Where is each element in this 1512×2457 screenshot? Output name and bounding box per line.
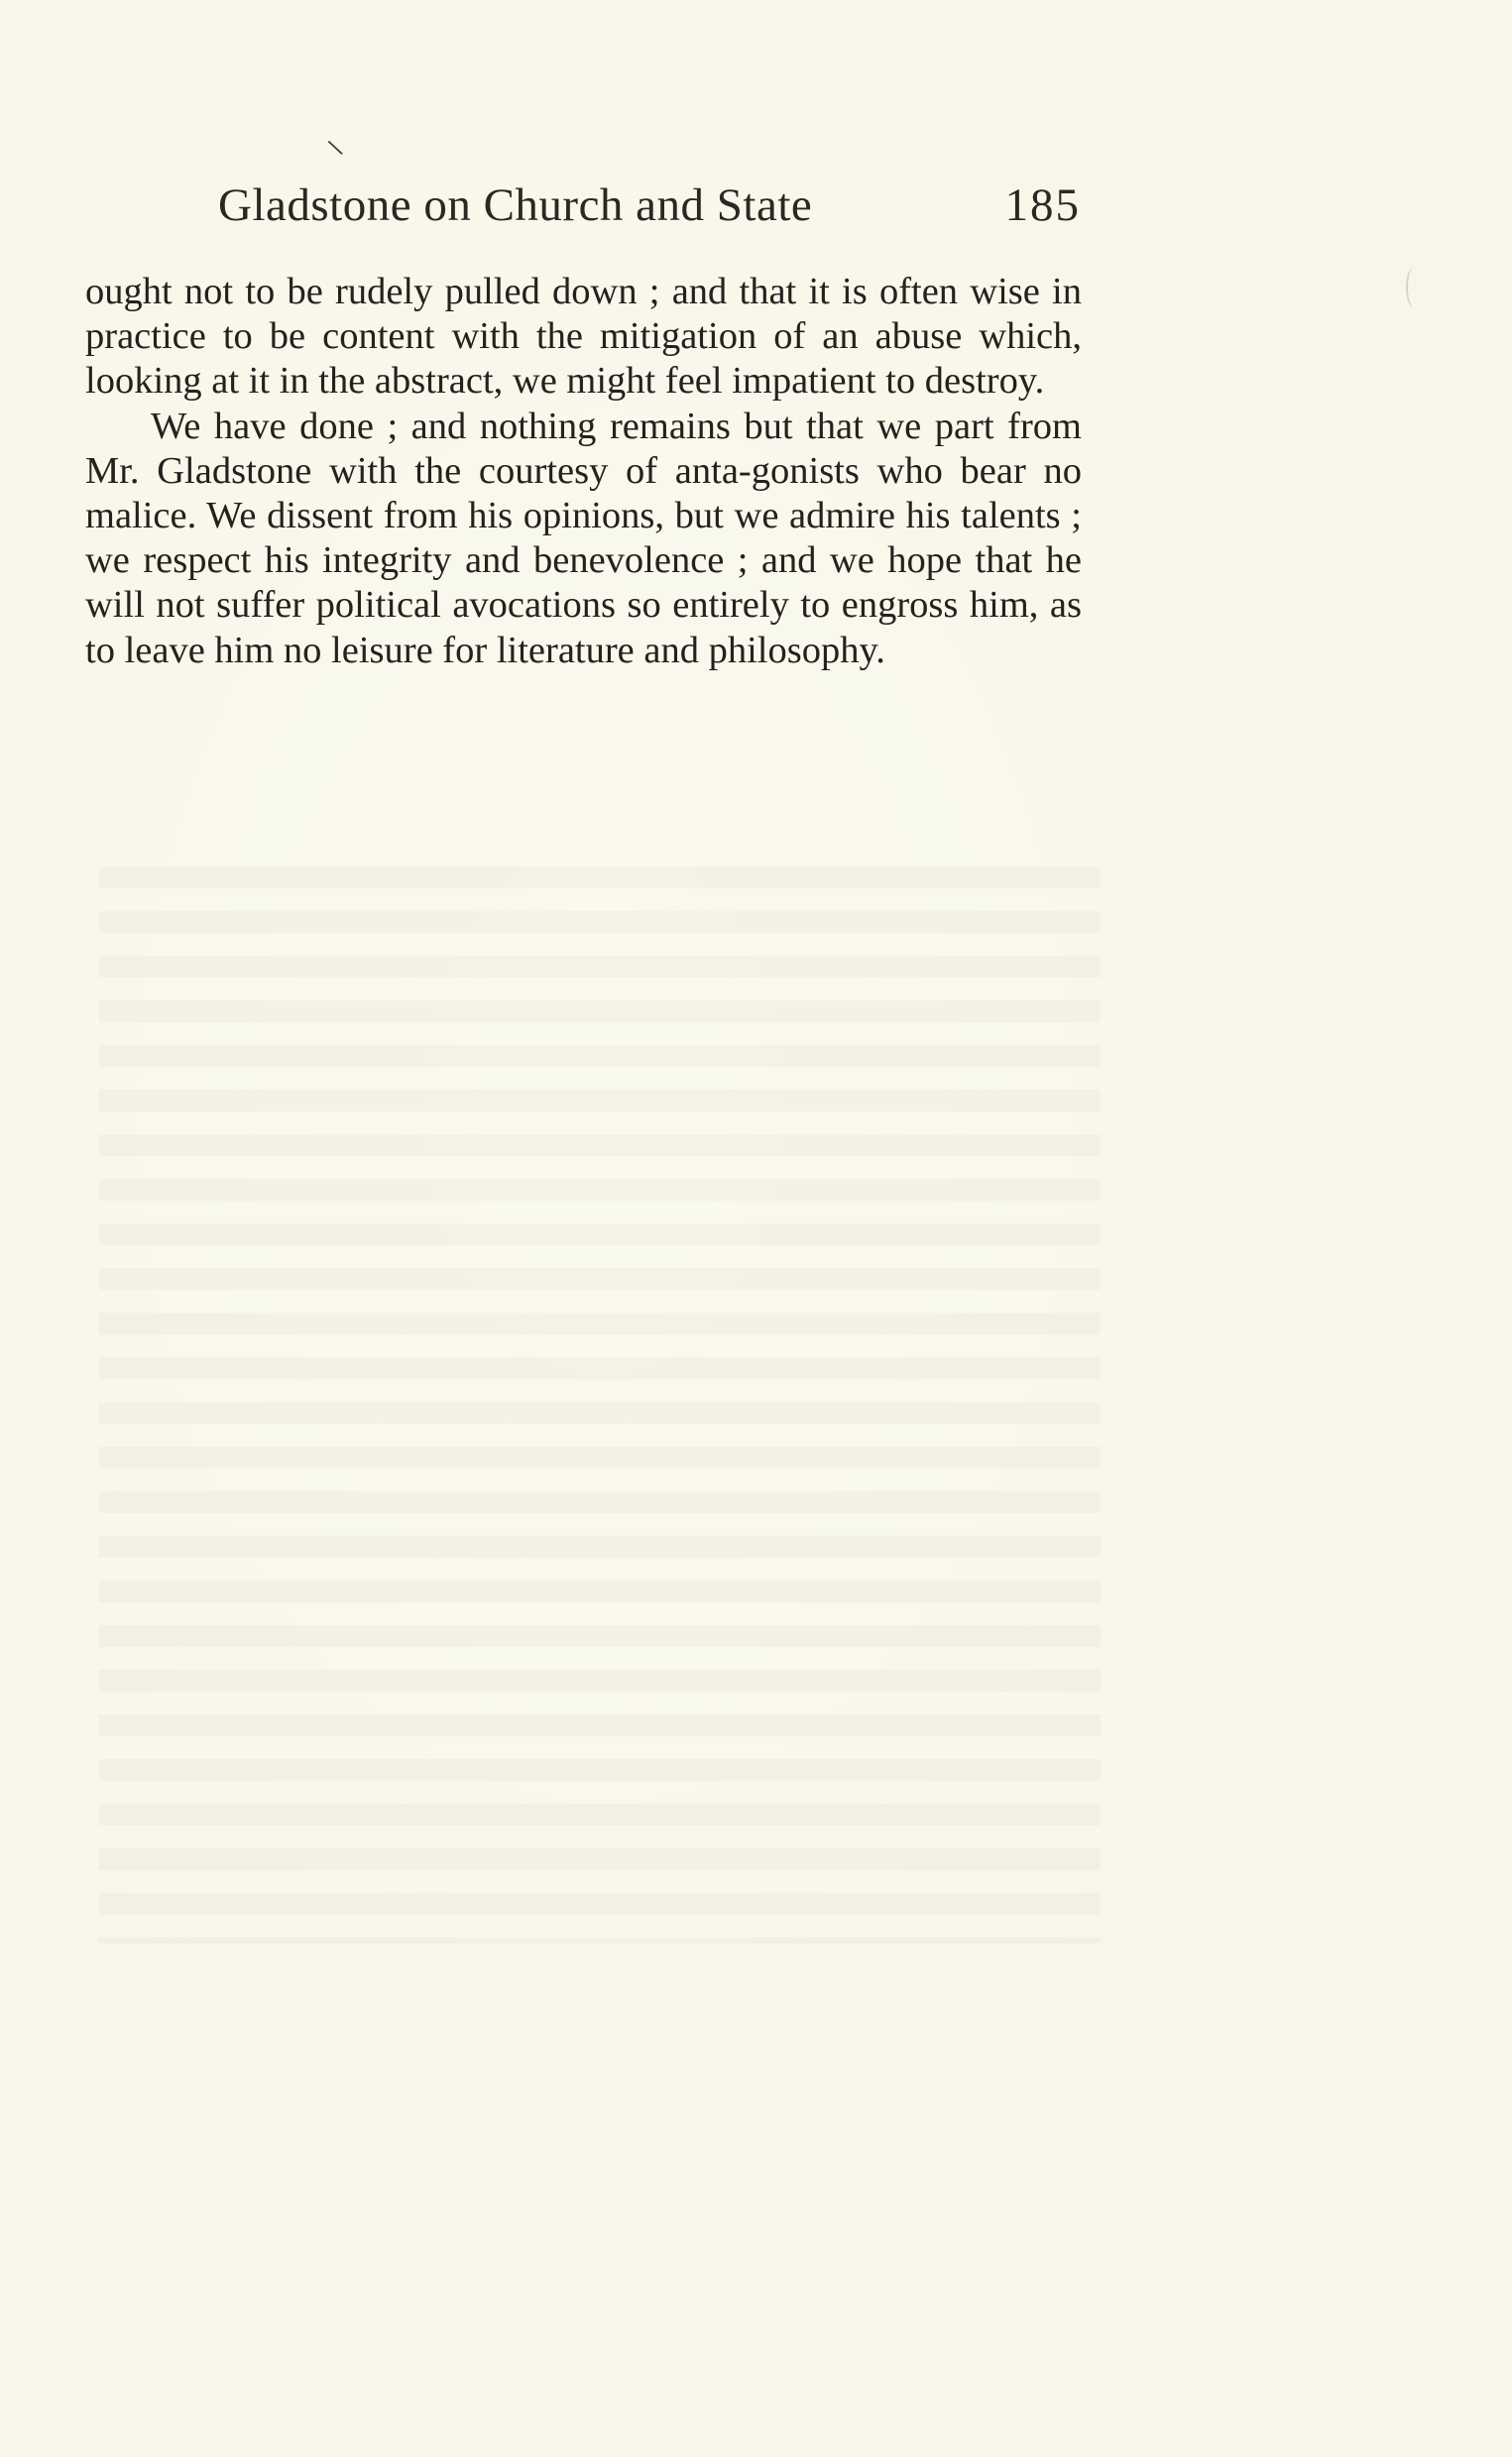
- stray-ink-mark: ∖: [322, 135, 348, 164]
- page-number: 185: [1004, 179, 1081, 231]
- paragraph-closing: We have done ; and nothing remains but that we part from Mr. Gladstone with the courtesy of anta-gonists who bear no malice. We dissent from his opinions, but we admire his talents ; we respect his integrity and benevolence ; and we hope that he will not suffer political avocations so entirely to engross him, as to leave him no leisure for literature and philosophy.: [85, 405, 1082, 671]
- running-title: Gladstone on Church and State: [218, 179, 813, 231]
- body-text: [85, 270, 1082, 673]
- paper-edge-mark: [1406, 268, 1422, 307]
- show-through-texture: [99, 853, 1101, 1943]
- paragraph-continued: ought not to be rudely pulled down ; and that it is often wise in practice to be content with the mitigation of an abuse which, looking at it in the abstract, we might feel impatient to destroy.: [85, 271, 1082, 403]
- running-head: [218, 178, 1081, 248]
